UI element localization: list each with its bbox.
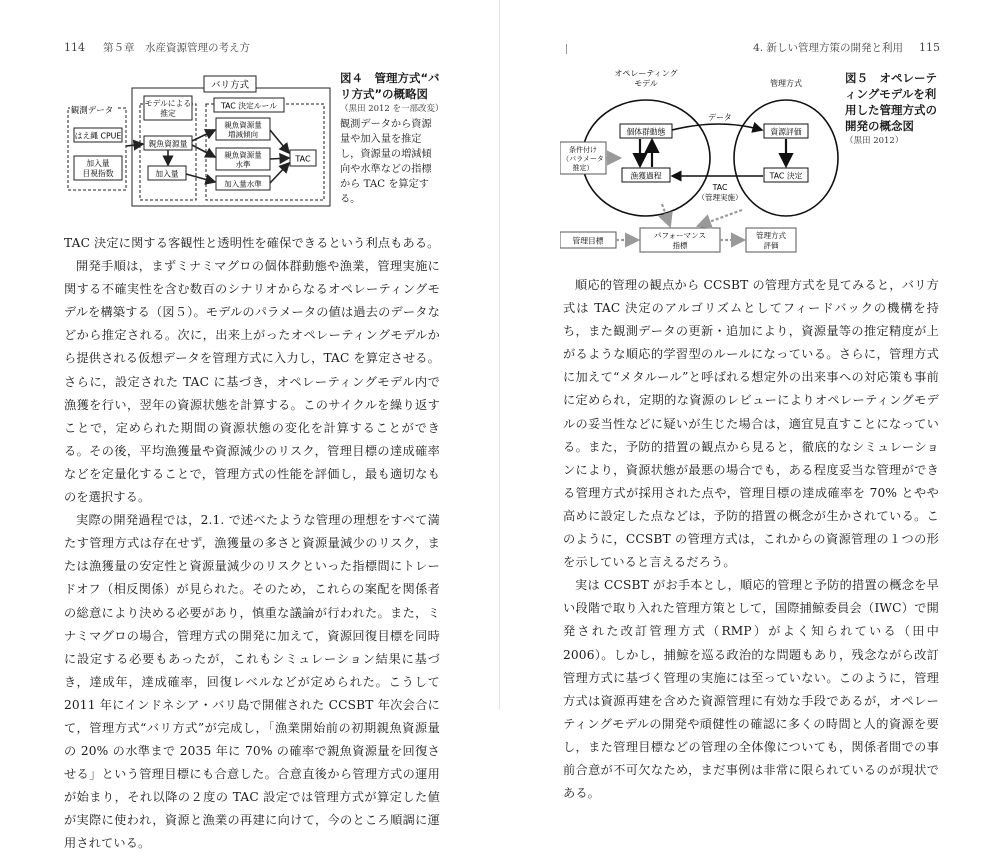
figure-4-title: 図４ 管理方式“バリ方式”の概略図 — [340, 71, 440, 101]
tac-decision-label: TAC 決定 — [769, 171, 803, 181]
svg-text:モデル: モデル — [634, 79, 658, 88]
svg-text:水準: 水準 — [235, 160, 251, 169]
figure-5-diagram — [560, 62, 840, 258]
bali-label: バリ方式 — [210, 80, 250, 91]
cpue-label: はえ縄 CPUE — [74, 131, 122, 141]
left-paragraph-2: 開発手順は，まずミナミマグロの個体群動態や漁業，管理実施に関する不確実性を含む数百のシナリオからなるオペレーティングモデルを構築する（図５）。モデルのパラメータの値は過去のデータなどから推定される。次に，出来上がったオペレーティングモデルから提供される仮想データを管理方式に入力し，TAC を算定させる。さらに，設定された TAC に基づき，オペレーティングモデル内で漁獲を行い，翌年の資源状態を計算する。このサイクルを繰り返すことで，定められた期間の資源状態の変化を計算することができる。その後，平均漁獲量や資源減少のリスク，管理目標の達成確率などを定量化することで，管理方式の性能を評価し，最も適切なものを選択する。 — [64, 259, 440, 505]
conditioning-label: 条件付け — [569, 146, 597, 154]
left-paragraph-3: 実際の開発過程では，2.1. で述べたような管理の理想をすべて満たす管理方式は存在せず，漁獲量の多さと資源量減少のリスク，または漁獲量の安定性と資源量減少のリスクといった指標間にトレードオフ（相反関係）が見られた。そのため，これらの案配を関係者の総意により決める必要があり，慎重な議論が行われた。また，ミナミマグロの場合，管理方式の開発に加えて，資源回復目標を同時に設定する必要もあったが，これもシミュレーション結果に基づき，達成年，達成確率，回復レベルなどが定められた。こうして 2011 年にインドネシア・バリ島で開催された CCSBT 年次会合にて，管理方式“バリ方式”が完成し，「漁業開始前の初期親魚資源量の 20% の水準まで 2035 年に 70% の確率で親魚資源量を回復させる」という管理目標にも合意した。合意直後から管理方式の運用が始まり，それ以降の２度の TAC 設定では管理方式が算定した値が実際に使われ，資源と漁業の再建に向けて，今のところ順調に運用されている。 — [64, 513, 440, 851]
right-body-text — [563, 274, 939, 805]
level-label: 親魚資源量 — [224, 150, 262, 160]
left-paragraph-1: TAC 決定に関する客観性と透明性を確保できるという利点もある。 — [64, 236, 440, 250]
observation-label: 観測データ — [70, 106, 114, 116]
mp-label: 管理方式 — [770, 79, 802, 88]
performance-label: パフォーマンス — [654, 231, 706, 240]
left-chapter-title: 第５章 水産資源管理の考え方 — [103, 42, 250, 54]
left-body-text — [64, 232, 440, 856]
objective-label: 管理目標 — [572, 236, 604, 246]
right-section-title: 4. 新しい管理方策の開発と利用 — [753, 42, 903, 54]
recruit-index-label-2: 目視指数 — [82, 169, 114, 178]
right-paragraph-1: 順応的管理の観点から CCSBT の管理方式を見てみると，バリ方式は TAC 決定のアルゴリズムとしてフィードバックの機構を持ち，また観測データの更新・追加により，資源量等の推定精度が上がるような順応的学習型のルールになっている。さらに，管理方式に加えて“メタルール”と呼ばれる想定外の出来事への対応策も事前に定められ，定期的な資源のレビューによりオペレーティングモデルの妥当性などに疑いが生じた場合は，適宜見直すことになっている。また，予防的措置の観点から見ると，徹底的なシミュレーションにより，資源状態が最悪の場合でも，ある程度妥当な管理ができる管理方式が採用された点や，管理目標の達成確率を 70% とやや高めに設定した点などは，予防的措置の概念が生かされている。このように，CCSBT の管理方式は，これからの資源管理の１つの形を示していると言えるだろう。 — [563, 278, 939, 570]
figure-4-description: 観測データから資源量や加入量を推定し，資源量の増減傾向や水準などの指標から TAC を算定する。 — [340, 119, 432, 205]
right-page-number: 115 — [919, 41, 940, 54]
figure-4-source: （黒田 2012 を一部改変） — [340, 104, 444, 114]
spawning-biomass-label: 親魚資源量 — [148, 139, 188, 149]
svg-text:（管理実施）: （管理実施） — [697, 193, 743, 202]
data-label: データ — [708, 113, 732, 122]
left-page-header — [64, 40, 250, 55]
recruit-index-label: 加入量 — [86, 159, 110, 168]
right-page-header — [753, 40, 940, 55]
om-label: オペレーティング — [614, 69, 678, 78]
recruit-level-label: 加入量水準 — [224, 179, 262, 189]
left-page-number: 114 — [64, 41, 85, 54]
model-estimate-label: モデルによる — [144, 99, 192, 108]
svg-text:増減傾向: 増減傾向 — [228, 130, 258, 139]
figure-4-diagram — [64, 70, 334, 210]
svg-text:推定: 推定 — [160, 109, 176, 118]
recruitment-label: 加入量 — [155, 169, 179, 179]
tac-label: TAC — [295, 154, 311, 164]
tac-rule-label: TAC 決定ルール — [220, 101, 278, 111]
figure-5-title: 図５ オペレーティングモデルを利用した管理方式の開発の概念図 — [845, 71, 937, 133]
header-rule — [566, 44, 567, 54]
tac-impl-label: TAC — [712, 183, 728, 192]
svg-text:推定）: 推定） — [572, 164, 594, 172]
figure-5-caption — [845, 70, 945, 149]
fishing-label: 漁獲過程 — [630, 171, 662, 181]
trend-label: 親魚資源量 — [224, 120, 262, 130]
figure-5-source: （黒田 2012） — [845, 136, 904, 146]
svg-text:評価: 評価 — [763, 241, 779, 250]
evaluation-label: 管理方式 — [756, 231, 786, 240]
pop-dynamics-label: 個体群動態 — [626, 127, 666, 137]
svg-text:（パラメータ: （パラメータ — [562, 155, 604, 163]
figure-4-caption — [340, 70, 444, 207]
left-page — [0, 0, 500, 851]
assessment-label: 資源評価 — [770, 127, 802, 137]
svg-text:指標: 指標 — [672, 241, 688, 250]
right-page — [500, 0, 1000, 801]
right-paragraph-2: 実は CCSBT がお手本とし，順応的管理と予防的措置の概念を早い段階で取り入れた管理方策として，国際捕鯨委員会（IWC）で開発された改訂管理方式（RMP）がよく知られている（田中 2006）。しかし，捕鯨を巡る政治的な問題もあり，残念ながら改訂管理方式に基づく管理の実施には至っていない。このように，管理方式は資源再建を含めた資源管理に有効な手段であるが，オペレーティングモデルの開発や頑健性の確認に多くの時間と人的資源を要し，また管理目標などの管理の全体像についても，関係者間での事前合意が不可欠なため，まだ事例は非常に限られているのが現状である。 — [563, 578, 939, 801]
